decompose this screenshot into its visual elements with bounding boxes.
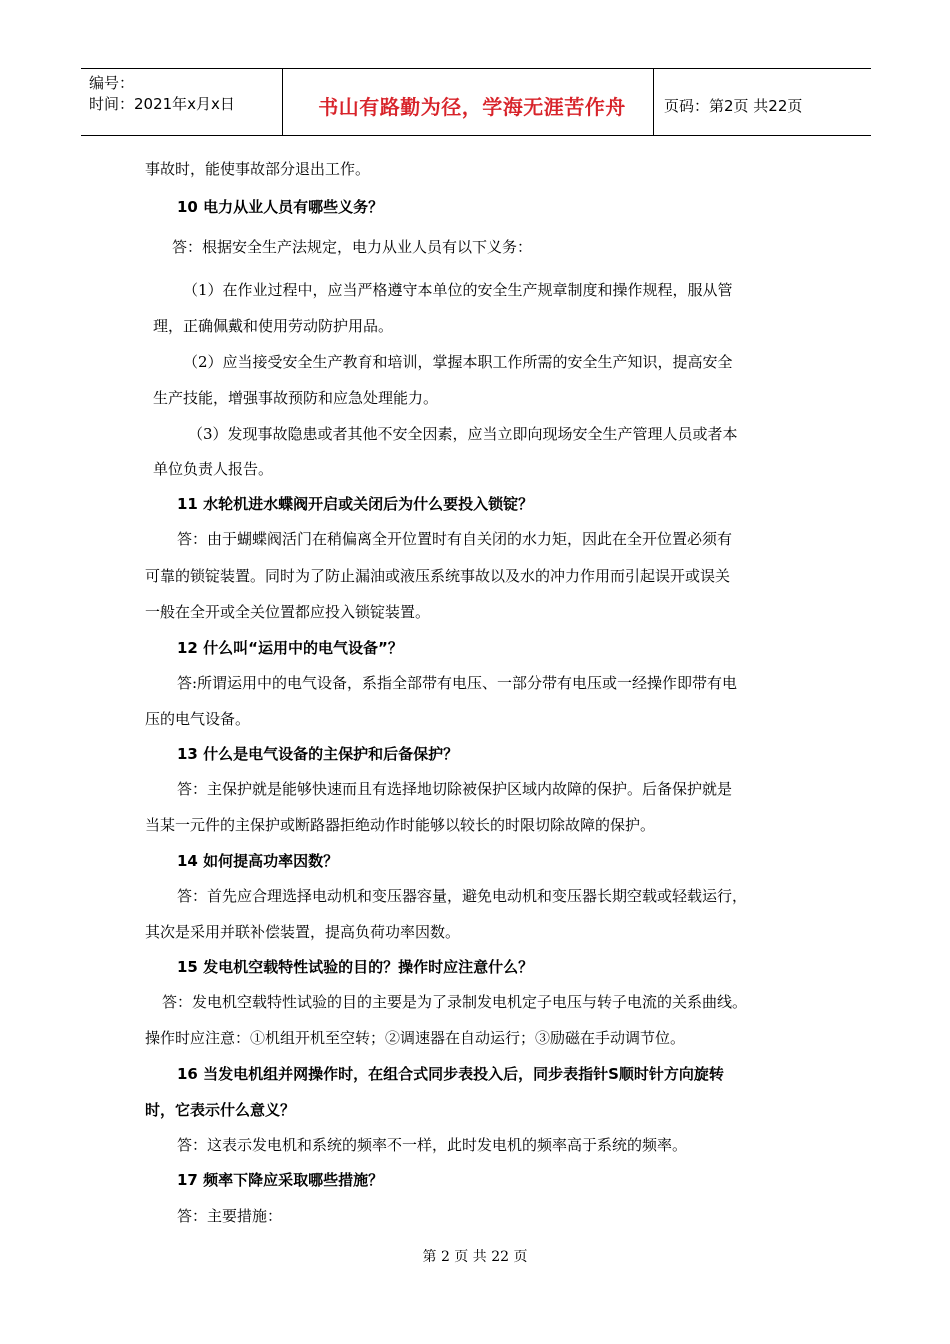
paragraph-line: 事故时，能使事故部分退出工作。 [145,160,371,178]
paragraph-line: （1）在作业过程中，应当严格遵守本单位的安全生产规章制度和操作规程，服从管 [183,281,733,299]
paragraph-line: 操作时应注意：①机组开机至空转；②调速器在自动运行；③励磁在手动调节位。 [145,1029,686,1047]
document-header [81,68,871,136]
paragraph-line: 可靠的锁锭装置。同时为了防止漏油或液压系统事故以及水的冲力作用而引起误开或误关 [145,567,731,585]
answer-line: 答：首先应合理选择电动机和变压器容量，避免电动机和变压器长期空载或轻载运行， [177,887,748,905]
page-footer: 第 2 页 共 22 页 [422,1249,528,1265]
question-10: 10 电力从业人员有哪些义务？ [177,198,384,216]
serial-number-label: 编号： [89,74,135,92]
paragraph-line: （2）应当接受安全生产教育和培训，掌握本职工作所需的安全生产知识，提高安全 [183,353,733,371]
paragraph-line: 单位负责人报告。 [153,460,274,478]
header-divider-left [282,69,283,135]
question-12: 12 什么叫“运用中的电气设备”？ [177,639,403,657]
header-divider-right [653,69,654,135]
answer-line: 答:所谓运用中的电气设备，系指全部带有电压、一部分带有电压或一经操作即带有电 [177,674,738,692]
answer-line: 答：由于蝴蝶阀活门在稍偏离全开位置时有自关闭的水力矩，因此在全开位置必须有 [177,530,733,548]
paragraph-line: 理，正确佩戴和使用劳动防护用品。 [153,317,394,335]
question-17: 17 频率下降应采取哪些措施？ [177,1171,384,1189]
header-motto: 书山有路勤为径，学海无涯苦作舟 [318,95,626,119]
question-16-cont: 时，它表示什么意义？ [145,1101,296,1119]
paragraph-line: 生产技能，增强事故预防和应急处理能力。 [153,389,439,407]
paragraph-line: （3）发现事故隐患或者其他不安全因素，应当立即向现场安全生产管理人员或者本 [188,425,738,443]
question-11: 11 水轮机进水蝶阀开启或关闭后为什么要投入锁锭？ [177,495,534,513]
question-14: 14 如何提高功率因数？ [177,852,339,870]
header-page-info: 页码：第2页 共22页 [664,97,803,115]
question-13: 13 什么是电气设备的主保护和后备保护？ [177,745,459,763]
paragraph-line: 一般在全开或全关位置都应投入锁锭装置。 [145,603,431,621]
header-meta [89,73,235,115]
answer-line: 答：主保护就是能够快速而且有选择地切除被保护区域内故障的保护。后备保护就是 [177,780,733,798]
date-label: 时间：2021年x月x日 [89,95,235,113]
paragraph-line: 当某一元件的主保护或断路器拒绝动作时能够以较长的时限切除故障的保护。 [145,816,656,834]
answer-line: 答：这表示发电机和系统的频率不一样，此时发电机的频率高于系统的频率。 [177,1136,688,1154]
paragraph-line: 其次是采用并联补偿装置，提高负荷功率因数。 [145,923,461,941]
answer-line: 答：主要措施： [177,1207,283,1225]
answer-line: 答：发电机空载特性试验的目的主要是为了录制发电机定子电压与转子电流的关系曲线。 [162,993,748,1011]
question-15: 15 发电机空载特性试验的目的？操作时应注意什么？ [177,958,534,976]
paragraph-line: 压的电气设备。 [145,710,251,728]
answer-line: 答：根据安全生产法规定，电力从业人员有以下义务： [172,238,533,256]
question-16: 16 当发电机组并网操作时，在组合式同步表投入后，同步表指针S顺时针方向旋转 [177,1065,724,1083]
